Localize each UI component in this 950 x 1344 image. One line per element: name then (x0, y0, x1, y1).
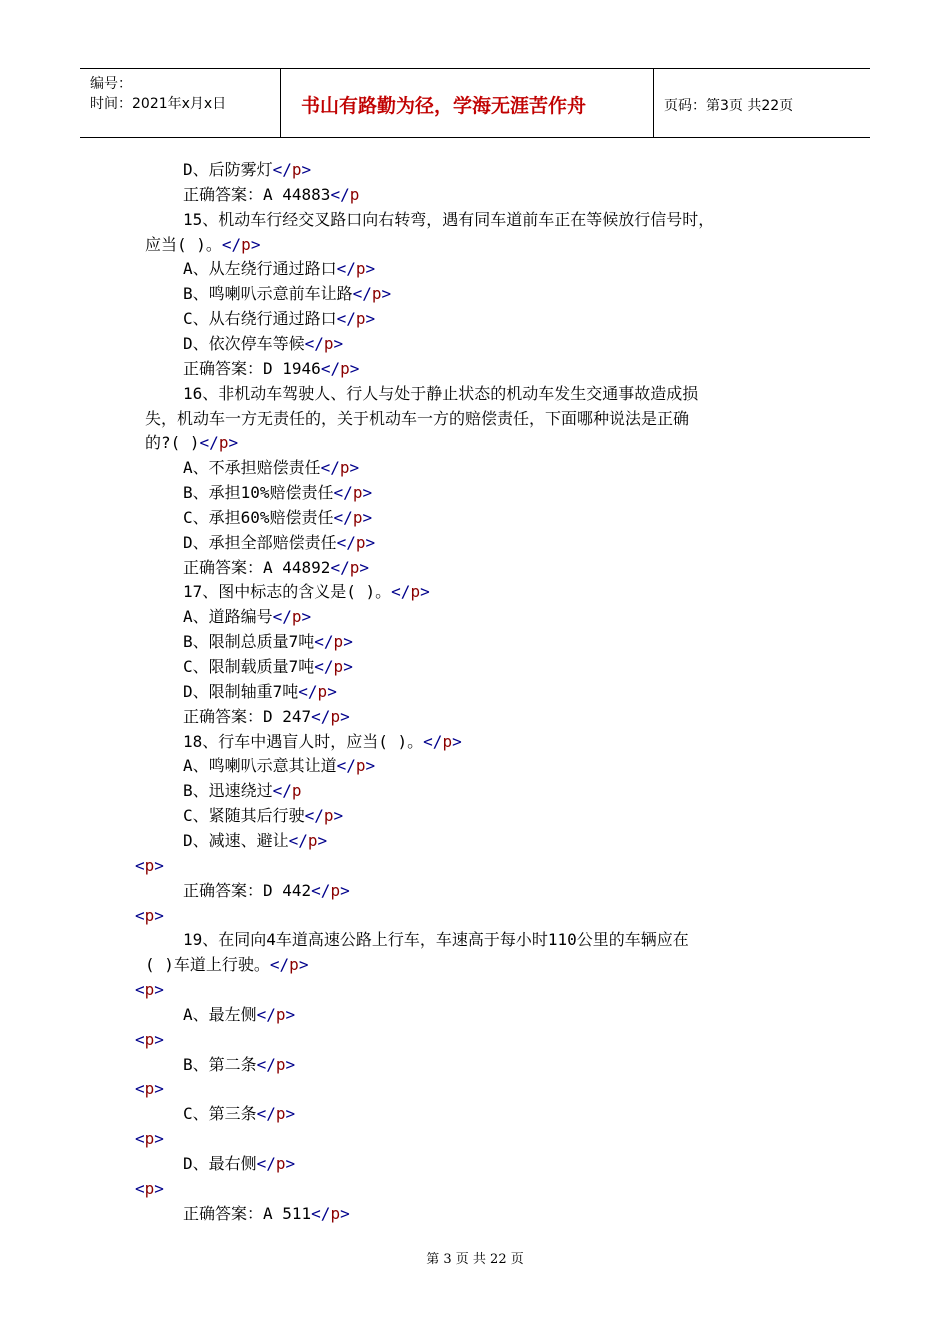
document-line (183, 804, 343, 828)
html-tag: </p (330, 184, 360, 204)
document-line (183, 680, 337, 704)
document-line (183, 357, 359, 381)
document-line (183, 705, 350, 729)
line-text: ( )车道上行驶。 (145, 955, 270, 975)
html-tag: </p> (311, 1203, 350, 1223)
html-tag: </p> (333, 483, 373, 503)
line-text: 正确答案：D 1946 (183, 358, 321, 378)
line-text: D、限制轴重7吨 (183, 681, 299, 701)
document-line (135, 978, 164, 1002)
document-line (145, 233, 260, 257)
document-line (183, 779, 302, 803)
html-tag: </p> (221, 234, 261, 254)
document-line (183, 1202, 350, 1226)
document-line (135, 1127, 164, 1151)
document-line (183, 730, 462, 754)
document-line (183, 332, 343, 356)
line-text: 的?( ) (145, 433, 200, 453)
line-text: 15、机动车行经交叉路口向右转弯，遇有同车道前车正在等候放行信号时， (183, 209, 715, 229)
document-line (183, 158, 311, 182)
html-tag: </p> (336, 532, 376, 552)
document-line (183, 605, 311, 629)
line-text: A、最左侧 (183, 1004, 257, 1024)
line-text: A、从左绕行通过路口 (183, 259, 337, 279)
page-header (80, 68, 870, 138)
document-line (183, 456, 359, 480)
document-line (135, 1177, 164, 1201)
html-tag: </p> (333, 507, 373, 527)
document-line (183, 282, 391, 306)
line-text: C、承担60%赔偿责任 (183, 507, 334, 527)
line-text: B、限制总质量7吨 (183, 632, 315, 652)
document-line (183, 1053, 295, 1077)
html-tag: <p> (135, 1029, 164, 1049)
document-line (183, 879, 350, 903)
line-text: D、依次停车等候 (183, 333, 305, 353)
html-tag: </p> (304, 333, 344, 353)
line-text: C、第三条 (183, 1104, 257, 1124)
line-text: C、从右绕行通过路口 (183, 309, 337, 329)
document-line (145, 953, 308, 977)
html-tag: <p> (135, 1129, 164, 1149)
html-tag: <p> (135, 1079, 164, 1099)
number-label: 编号： (90, 76, 132, 92)
document-line (183, 928, 689, 952)
page-footer: 第 3 页 共 22 页 (426, 1252, 524, 1267)
html-tag: </p> (298, 681, 337, 701)
document-line (183, 630, 353, 654)
line-text: B、鸣喇叭示意前车让路 (183, 284, 353, 304)
document-line (183, 506, 372, 530)
line-text: 正确答案：D 247 (183, 706, 312, 726)
html-tag: </p> (336, 259, 376, 279)
document-line (183, 754, 375, 778)
document-line (135, 854, 164, 878)
html-tag: </p> (314, 657, 353, 676)
date-label: 时间：2021年x月x日 (90, 96, 227, 112)
header-motto: 书山有路勤为径，学海无涯苦作舟 (301, 95, 587, 117)
line-text: A、道路编号 (183, 607, 273, 627)
document-line (183, 183, 359, 207)
document-line (135, 904, 164, 928)
html-tag: <p> (135, 1178, 164, 1198)
line-text: B、第二条 (183, 1054, 257, 1074)
header-page-cell (654, 69, 870, 137)
line-text: 16、非机动车驾驶人、行人与处于静止状态的机动车发生交通事故造成损 (183, 383, 699, 403)
html-tag: </p> (314, 632, 353, 652)
line-text: D、最右侧 (183, 1154, 257, 1173)
html-tag: <p> (135, 855, 164, 875)
line-text: B、承担10%赔偿责任 (183, 483, 334, 503)
document-line (145, 407, 689, 431)
line-text: 正确答案：A 44892 (183, 557, 331, 577)
html-tag: </p> (304, 806, 344, 826)
header-meta (80, 69, 281, 137)
header-motto-cell (281, 69, 654, 137)
line-text: D、减速、避让 (183, 830, 289, 850)
line-text: D、后防雾灯 (183, 160, 273, 179)
html-tag: </p> (311, 706, 350, 726)
document-line (183, 1003, 295, 1027)
document-line (183, 257, 375, 281)
line-text: 正确答案：D 442 (183, 880, 312, 900)
line-text: 应当( )。 (145, 234, 222, 254)
html-tag: <p> (135, 980, 164, 1000)
html-tag: </p> (199, 433, 239, 453)
html-tag: </p> (336, 309, 376, 329)
html-tag: </p> (256, 1104, 296, 1124)
document-line (183, 531, 375, 555)
html-tag: </p> (288, 830, 328, 850)
line-text: 17、图中标志的含义是( )。 (183, 582, 392, 602)
line-text: 正确答案：A 44883 (183, 184, 331, 204)
document-line (183, 382, 698, 406)
document-line (183, 481, 372, 505)
html-tag: </p> (320, 358, 360, 378)
html-tag: </p> (423, 731, 462, 751)
document-line (135, 1028, 164, 1052)
html-tag: </p> (272, 160, 312, 179)
document-line (183, 580, 430, 604)
line-text: D、承担全部赔偿责任 (183, 532, 337, 552)
line-text: 失，机动车一方无责任的，关于机动车一方的赔偿责任，下面哪种说法是正确 (145, 408, 690, 428)
line-text: 正确答案：A 511 (183, 1203, 312, 1223)
document-line (183, 829, 327, 853)
document-line (183, 655, 353, 679)
document-line (135, 1077, 164, 1101)
html-tag: </p> (272, 607, 312, 627)
html-tag: </p> (391, 582, 430, 602)
document-line (145, 431, 238, 455)
document-line (183, 556, 369, 580)
html-tag: </p (272, 781, 302, 801)
html-tag: </p> (352, 284, 392, 304)
line-text: A、不承担赔偿责任 (183, 458, 321, 478)
html-tag: </p> (256, 1054, 296, 1074)
html-tag: <p> (135, 905, 164, 925)
header-page-info: 页码：第3页 共22页 (664, 98, 794, 114)
html-tag: </p> (330, 557, 369, 577)
line-text: 19、在同向4车道高速公路上行车，车速高于每小时110公里的车辆应在 (183, 930, 689, 950)
document-line (183, 1102, 295, 1126)
html-tag: </p> (336, 756, 376, 776)
html-tag: </p> (269, 955, 309, 975)
line-text: 18、行车中遇盲人时，应当( )。 (183, 731, 424, 751)
html-tag: </p> (256, 1004, 296, 1024)
document-line (183, 307, 375, 331)
html-tag: </p> (311, 880, 350, 900)
line-text: B、迅速绕过 (183, 781, 273, 801)
html-tag: </p> (320, 458, 360, 478)
document-line (183, 1152, 295, 1176)
line-text: C、限制载质量7吨 (183, 657, 315, 676)
line-text: A、鸣喇叭示意其让道 (183, 756, 337, 776)
document-line (183, 208, 714, 232)
html-tag: </p> (256, 1154, 296, 1173)
line-text: C、紧随其后行驶 (183, 806, 305, 826)
